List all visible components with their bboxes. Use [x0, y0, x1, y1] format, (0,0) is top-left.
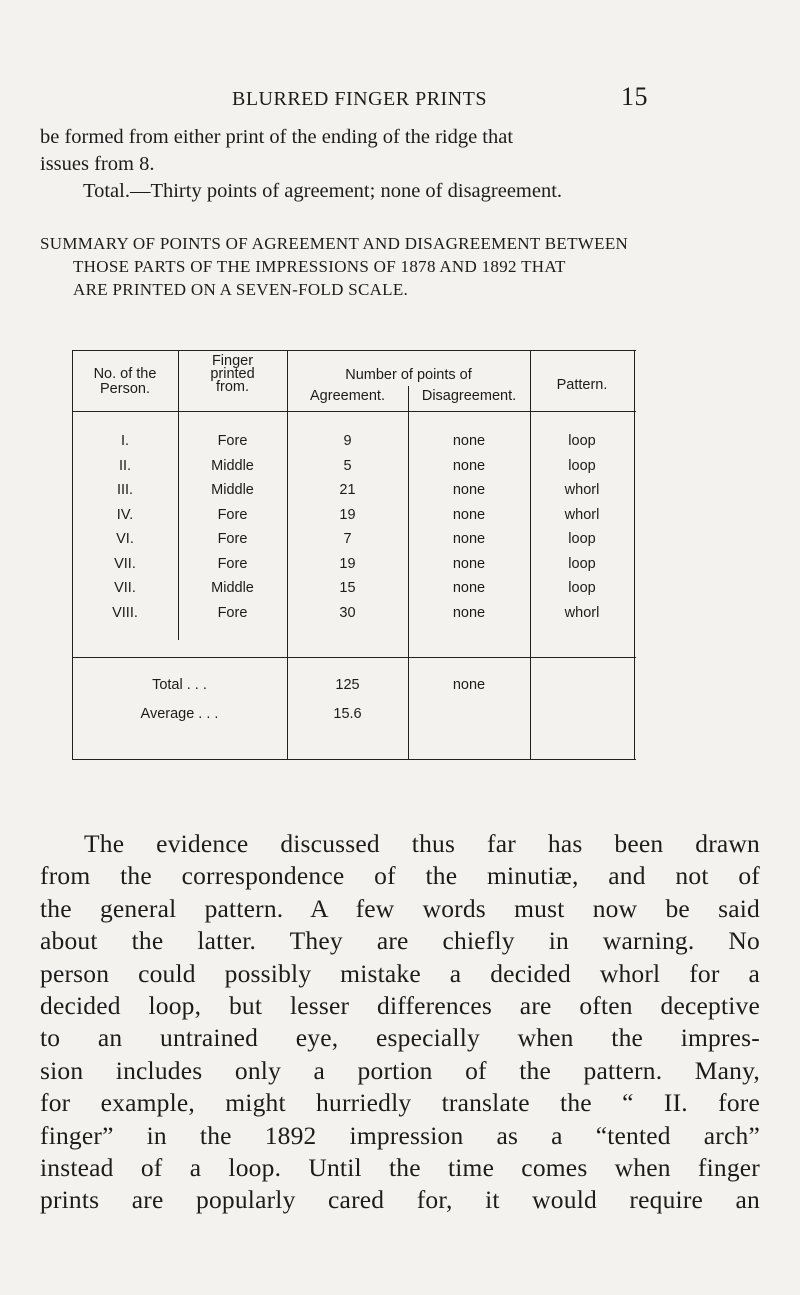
header-person-line: No. of the — [93, 366, 157, 382]
cell-finger: Fore — [217, 604, 248, 621]
cell-pattern: loop — [568, 531, 596, 547]
cell-finger: Fore — [217, 531, 248, 547]
cell-disagreement: none — [452, 531, 486, 547]
cell-agreement: 5 — [343, 457, 352, 474]
cell-pattern: loop — [568, 457, 596, 474]
body-line: finger” in the 1892 impression as a “tented arch” — [40, 1120, 760, 1150]
cell-pattern: loop — [568, 555, 596, 572]
header-pattern: Pattern. — [556, 377, 608, 393]
body-line: The evidence discussed thus far has been drawn — [84, 829, 760, 858]
intro-paragraph — [40, 124, 760, 205]
intro-line: issues from 8. — [40, 153, 155, 175]
table-caption — [40, 232, 758, 301]
cell-agreement: 15 — [339, 580, 356, 596]
header-finger-line: from. — [215, 379, 250, 395]
cell-person: VII. — [114, 555, 136, 572]
cell-disagreement: none — [452, 580, 486, 596]
summary-table — [72, 350, 636, 760]
cell-person: VIII. — [112, 604, 138, 621]
cell-pattern: whorl — [564, 604, 600, 621]
cell-agreement: 30 — [339, 604, 356, 621]
body-line: from the correspondence of the minutiæ, and not of — [40, 861, 760, 891]
header-finger-line: Finger — [211, 353, 254, 369]
body-line: sion includes only a portion of the pattern. Many, — [40, 1055, 760, 1085]
header-points-group: Number of points of — [345, 367, 472, 383]
body-paragraph — [40, 828, 760, 1217]
caption-line: ARE PRINTED ON A SEVEN-FOLD SCALE. — [73, 280, 409, 299]
body-line: person could possibly mistake a decided whorl for a — [40, 958, 760, 988]
table-rule — [72, 759, 636, 760]
average-label: Average . . . — [140, 706, 219, 722]
intro-line: be formed from either print of the ending of the ridge that — [40, 126, 514, 148]
cell-person: III. — [116, 482, 134, 498]
body-line: to an untrained eye, especially when the impres- — [40, 1023, 760, 1053]
header-person-line: Person. — [100, 381, 150, 397]
table-rule — [72, 350, 636, 351]
cell-finger: Middle — [211, 457, 254, 474]
cell-finger: Fore — [217, 506, 248, 523]
cell-agreement: 9 — [343, 433, 352, 449]
header-agreement: Agreement. — [310, 388, 385, 404]
running-title: BLURRED FINGER PRINTS — [232, 88, 487, 110]
total-label: Total . . . — [152, 677, 207, 693]
body-line: the general pattern. A few words must now be said — [40, 893, 760, 923]
body-line: about the latter. They are chiefly in warning. No — [40, 926, 760, 956]
cell-person: I. — [120, 433, 130, 449]
cell-pattern: loop — [568, 580, 596, 596]
cell-disagreement: none — [452, 555, 486, 572]
cell-finger: Middle — [211, 482, 254, 498]
caption-line: SUMMARY OF POINTS OF AGREEMENT AND DISAGREEMENT BETWEEN — [40, 234, 629, 253]
body-line: decided loop, but lesser differences are often deceptive — [40, 991, 760, 1021]
cell-person: VI. — [116, 531, 134, 547]
cell-disagreement: none — [452, 506, 486, 523]
cell-agreement: 7 — [343, 531, 352, 547]
cell-finger: Fore — [217, 433, 248, 449]
table-rule — [72, 411, 636, 412]
cell-agreement: 19 — [339, 506, 356, 523]
header-disagreement: Disagreement. — [421, 388, 517, 404]
cell-agreement: 19 — [339, 555, 356, 572]
cell-pattern: whorl — [564, 506, 600, 523]
table-rule — [72, 657, 636, 658]
cell-agreement: 21 — [339, 482, 356, 498]
cell-disagreement: none — [452, 457, 486, 474]
cell-pattern: loop — [568, 433, 596, 449]
cell-disagreement: none — [452, 604, 486, 621]
cell-person: II. — [118, 457, 132, 474]
cell-finger: Middle — [211, 580, 254, 596]
cell-person: IV. — [116, 506, 134, 523]
body-line: for example, might hurriedly translate the “ II. fore — [40, 1088, 760, 1118]
total-agreement: 125 — [335, 677, 360, 693]
body-line: instead of a loop. Until the time comes when finger — [40, 1153, 760, 1183]
intro-total-line: Total.—Thirty points of agreement; none of disagreement. — [83, 180, 563, 202]
header-finger-line: printed — [210, 366, 255, 382]
cell-pattern: whorl — [564, 482, 600, 498]
cell-person: VII. — [114, 580, 136, 596]
cell-finger: Fore — [217, 555, 248, 572]
average-agreement: 15.6 — [333, 706, 362, 722]
cell-disagreement: none — [452, 482, 486, 498]
cell-disagreement: none — [452, 433, 486, 449]
header-finger — [178, 355, 287, 394]
body-line: prints are popularly cared for, it would require an — [40, 1185, 760, 1215]
caption-line: THOSE PARTS OF THE IMPRESSIONS OF 1878 AND 1892 THAT — [73, 257, 566, 276]
header-person — [72, 367, 178, 397]
page-number: 15 — [621, 82, 648, 111]
total-disagreement: none — [452, 677, 486, 693]
